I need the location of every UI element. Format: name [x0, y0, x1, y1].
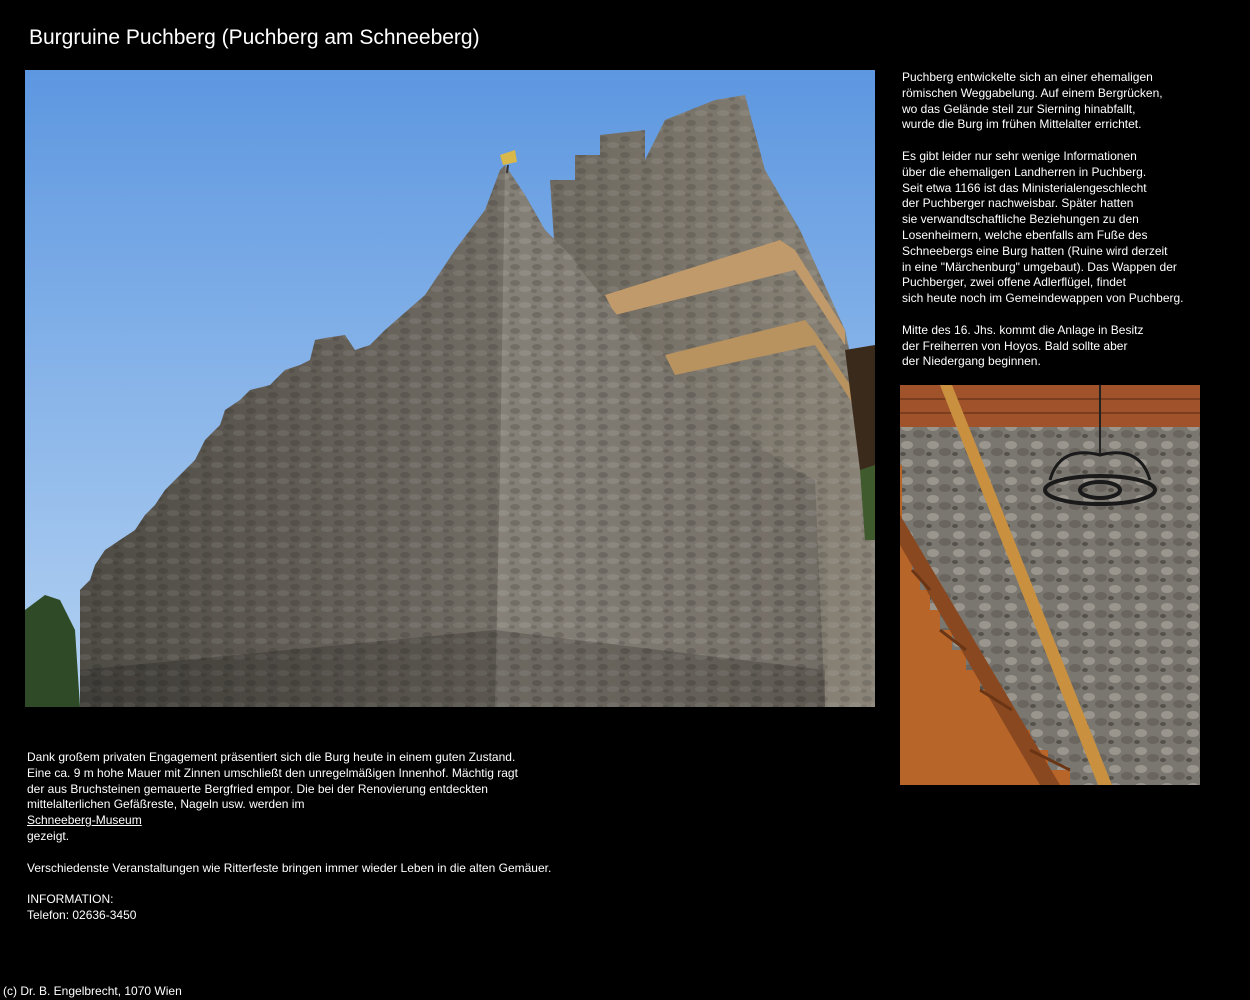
history-paragraph-lords: Es gibt leider nur sehr wenige Informationen über die ehemaligen Landherren in Puchberg. Seit etwa 1166 ist das Ministerialengeschlecht der Puchberger nachweisbar. Später hatten sie verwandtschaftliche Beziehungen zu den Losenheimern, welche ebenfalls am Fuße des Schneebergs eine Burg hatten (Ruine wird derzeit in eine "Märchenburg" umgebaut). Das Wappen der Puchberger, zwei offene Adlerflügel, findet sich heute noch im Gemeindewappen von Puchberg. [902, 148, 1184, 306]
description-paragraph: Dank großem privaten Engagement präsentiert sich die Burg heute in einem guten Zustand. Eine ca. 9 m hohe Mauer mit Zinnen umschließt den unregelmäßigen Innenhof. Mächtig ragt der aus Bruchsteinen gemauerte Bergfried empor. Die bei der Renovierung entdeckten mittelalterlichen Gefäßreste, Nageln usw. werden im [27, 750, 518, 812]
interior-staircase-photo[interactable] [900, 385, 1200, 785]
events-text: Verschiedenste Veranstaltungen wie Ritterfeste bringen immer wieder Leben in die alten Gemäuer. [27, 860, 552, 875]
history-paragraph-origin: Puchberg entwickelte sich an einer ehemaligen römischen Weggabelung. Auf einem Bergrücken, wo das Gelände steil zur Sierning hinabfallt, wurde die Burg im frühen Mittelalter errichtet. [902, 70, 1163, 132]
page-title: Burgruine Puchberg (Puchberg am Schneeberg) [29, 26, 480, 49]
castle-ruin-illustration [25, 70, 875, 707]
history-text [902, 70, 1232, 386]
description-continuation: gezeigt. [27, 828, 70, 843]
phone-number: Telefon: 02636-3450 [27, 907, 137, 922]
copyright-footer: (c) Dr. B. Engelbrecht, 1070 Wien [3, 984, 182, 998]
schneeberg-museum-link[interactable]: Schneeberg-Museum [27, 813, 142, 828]
staircase-illustration [900, 385, 1200, 785]
castle-ruin-photo[interactable] [25, 70, 875, 707]
description-text [27, 750, 607, 924]
information-label: INFORMATION: [27, 892, 114, 907]
history-paragraph-decline: Mitte des 16. Jhs. kommt die Anlage in Besitz der Freiherren von Hoyos. Bald sollte aber der Niedergang beginnen. [902, 322, 1144, 369]
